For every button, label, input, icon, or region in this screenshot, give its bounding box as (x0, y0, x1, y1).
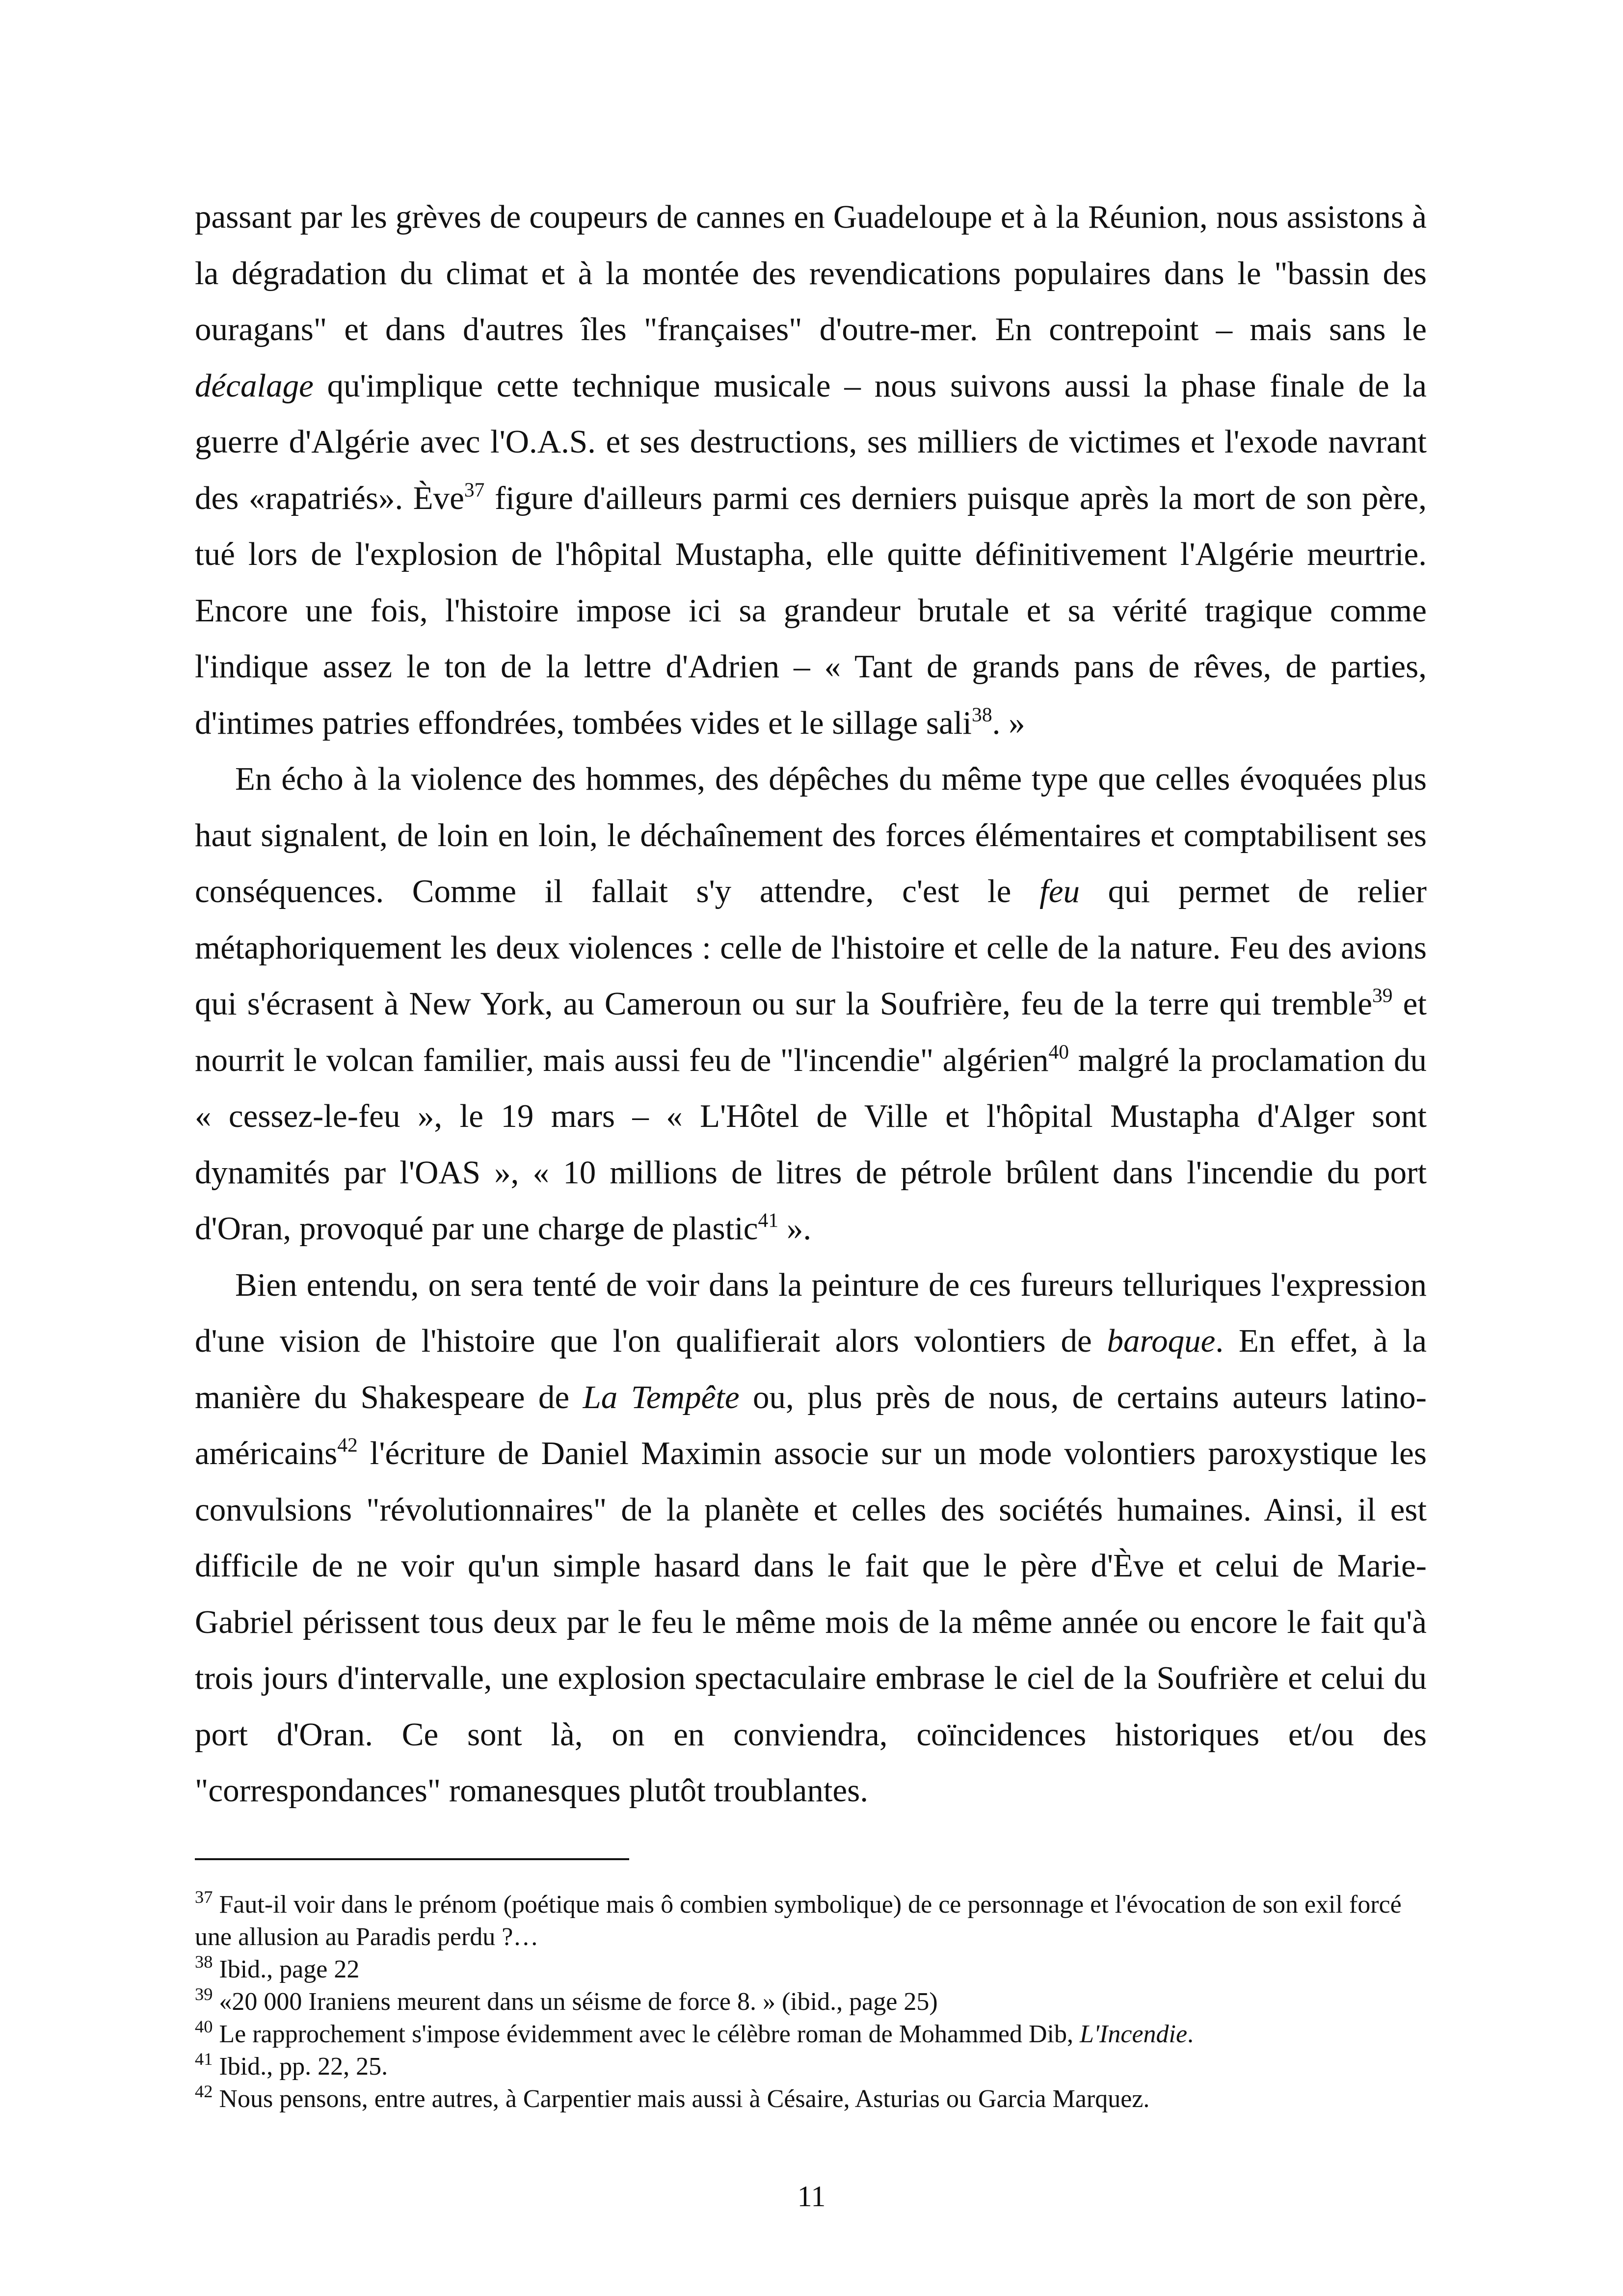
text-run: passant par les grèves de coupeurs de cannes en Guadeloupe et à la Réunion, nous assistons à la dégradation du climat et à la montée des revendications populaires dans le "bassin des ouragans" et dans d'autres îles "françaises" d'outre-mer. En contrepoint – mais sans le (195, 199, 1427, 347)
paragraph-3 (195, 1257, 1427, 1819)
text-run: malgré la proclamation du « cessez-le-feu », le 19 mars – « L'Hôtel de Ville et l'hôpital Mustapha d'Alger sont dynamités par l'OAS », « 10 millions de litres de pétrole brûlent dans l'incendie du port d'Oran, provoqué par une charge de plastic (195, 1041, 1427, 1247)
footnote-ref[interactable]: 42 (337, 1433, 358, 1456)
text-run: Bien entendu, on sera tenté de voir dans la peinture de ces fureurs telluriques l'expression d'une vision de l'histoire que l'on qualifierait alors volontiers de (195, 1266, 1427, 1359)
footnote-text: Faut-il voir dans le prénom (poétique mais ô combien symbolique) de ce personnage et l'évocation de son exil forcé une allusion au Paradis perdu ?… (195, 1891, 1402, 1951)
footnote-ref[interactable]: 41 (758, 1208, 779, 1231)
footnote-ref[interactable]: 39 (1372, 984, 1393, 1007)
text-run: ou, plus près de nous, de certains auteurs latino-américains (195, 1379, 1427, 1471)
footnote-text: Ibid., pp. 22, 25. (213, 2053, 388, 2081)
footnote-text: Ibid., page 22 (213, 1955, 360, 1983)
text-run: En écho à la violence des hommes, des dépêches du même type que celles évoquées plus haut signalent, de loin en loin, le déchaînement des forces élémentaires et comptabilisent ses conséquences. Comme il fallait s'y attendre, c'est le (195, 761, 1427, 909)
footnote-number: 39 (195, 1984, 213, 2004)
page-number: 11 (797, 2180, 826, 2213)
footnote-number: 41 (195, 2049, 213, 2069)
footnote-ref[interactable]: 38 (972, 702, 992, 725)
footnote-text: Nous pensons, entre autres, à Carpentier mais aussi à Césaire, Asturias ou Garcia Marquez. (213, 2085, 1150, 2113)
paragraph-2 (195, 751, 1427, 1257)
italic-term: baroque (1107, 1323, 1216, 1359)
footnote-text: «20 000 Iraniens meurent dans un séisme de force 8. » (ibid., page 25) (213, 1988, 938, 2016)
footnote-39 (195, 1986, 1432, 2018)
text-run: qui permet de relier métaphoriquement les deux violences : celle de l'histoire et celle de la nature. Feu des avions qui s'écrasent à New York, au Cameroun ou sur la Soufrière, feu de la terre qui tremble (195, 873, 1427, 1022)
footnote-42 (195, 2083, 1432, 2115)
footnote-text: . (1187, 2020, 1194, 2048)
footnote-number: 40 (195, 2016, 213, 2036)
footnote-41 (195, 2051, 1432, 2083)
footnotes (195, 1889, 1432, 2115)
text-run: figure d'ailleurs parmi ces derniers puisque après la mort de son père, tué lors de l'explosion de l'hôpital Mustapha, elle quitte définitivement l'Algérie meurtrie. Encore une fois, l'histoire impose ici sa grandeur brutale et sa vérité tragique comme l'indique assez le ton de la lettre d'Adrien – « Tant de grands pans de rêves, de parties, d'intimes patries effondrées, tombées vides et le sillage sali (195, 480, 1427, 741)
text-run: qu'implique cette technique musicale – nous suivons aussi la phase finale de la guerre d'Algérie avec l'O.A.S. et ses destructions, ses milliers de victimes et l'exode navrant des «rapatriés». Ève (195, 367, 1427, 516)
paragraph-1 (195, 189, 1427, 751)
footnote-37 (195, 1889, 1432, 1953)
text-run: et nourrit le volcan familier, mais aussi feu de "l'incendie" algérien (195, 986, 1427, 1078)
footnote-number: 37 (195, 1887, 213, 1907)
footnote-ref[interactable]: 40 (1048, 1040, 1069, 1063)
footnote-number: 42 (195, 2081, 213, 2101)
text-run: l'écriture de Daniel Maximin associe sur un mode volontiers paroxystique les convulsions "révolutionnaires" de la planète et celles des sociétés humaines. Ainsi, il est difficile de ne voir qu'un simple hasard dans le fait que le père d'Ève et celui de Marie-Gabriel périssent tous deux par le feu le même mois de la même année ou encore le fait qu'à trois jours d'intervalle, une explosion spectaculaire embrase le ciel de la Soufrière et celui du port d'Oran. Ce sont là, on en conviendra, coïncidences historiques et/ou des "correspondances" romanesques plutôt troublantes. (195, 1435, 1427, 1809)
footnote-38 (195, 1953, 1432, 1986)
italic-term: décalage (195, 367, 314, 404)
footnote-separator (195, 1858, 629, 1860)
text-run: . En effet, à la manière du Shakespeare de (195, 1323, 1427, 1415)
text-run: . » (992, 704, 1025, 741)
footnote-italic-title: L'Incendie (1080, 2020, 1188, 2048)
body-text (195, 189, 1427, 1819)
footnote-ref[interactable]: 37 (464, 478, 485, 501)
italic-title: La Tempête (583, 1379, 740, 1415)
text-run: ». (778, 1210, 812, 1247)
footnote-text: Le rapprochement s'impose évidemment avec le célèbre roman de Mohammed Dib, (213, 2020, 1080, 2048)
footnote-40 (195, 2018, 1432, 2051)
italic-term: feu (1039, 873, 1080, 909)
footnote-number: 38 (195, 1951, 213, 1972)
